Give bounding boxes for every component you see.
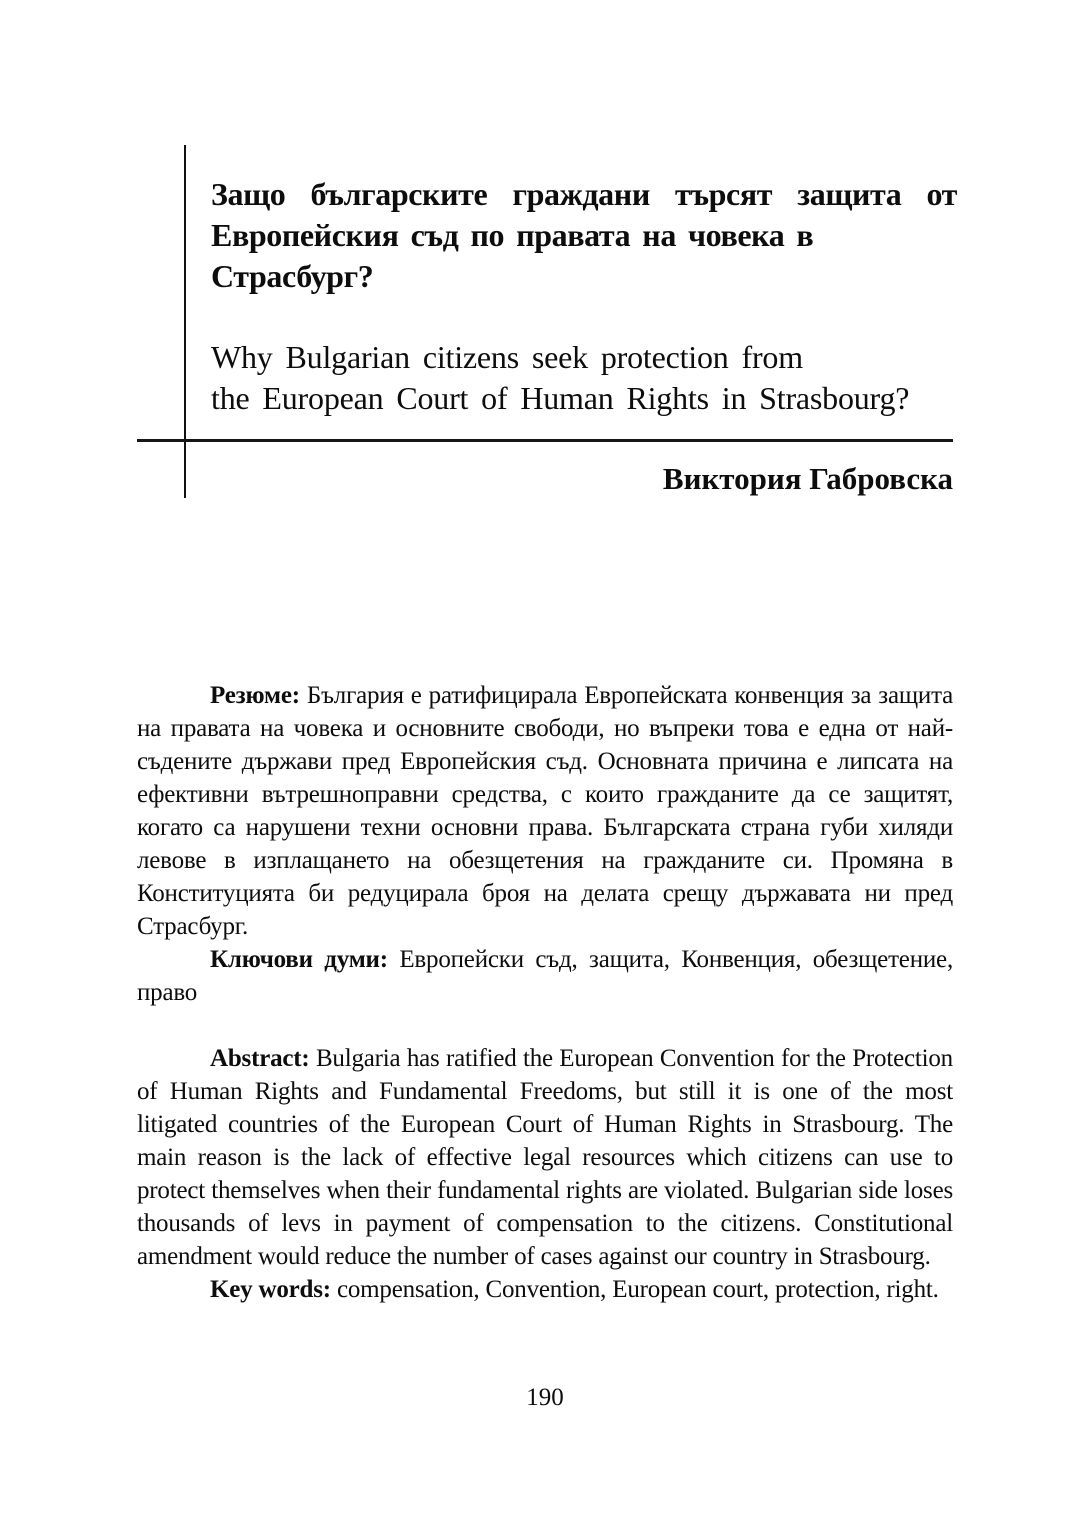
vertical-rule (184, 145, 186, 498)
page-number: 190 (526, 1384, 564, 1411)
title-bg-line-2: Европейския съд по правата на човека в (211, 217, 814, 253)
keywords-english-label: Key words: (210, 1276, 331, 1303)
abstract-english-label: Abstract: (210, 1045, 310, 1072)
title-en-line-2: the European Court of Human Rights in Strasbourg? (211, 380, 910, 416)
abstract-bulgarian (137, 679, 953, 943)
abstract-bulgarian-text: България е ратифицирала Европейската конвенция за защита на правата на човека и основните свободи, но въпреки това е една от най-съдените държави пред Европейския съд. Основната причина е липсата на ефективни вътрешноправни средства, с които гражданите да се защитят, когато са нарушени техни основни права. Българската страна губи хиляди левове в изплащането на обезщетения на гражданите си. Промяна в Конституцията би редуцирала броя на делата срещу държавата ни пред Страсбург. (137, 682, 953, 940)
title-en-line-1: Why Bulgarian citizens seek protection from (211, 339, 803, 375)
abstract-english (137, 1042, 953, 1273)
author-name: Виктория Габровска (662, 461, 953, 496)
keywords-english (137, 1273, 953, 1306)
keywords-bulgarian-label: Ключови думи: (210, 946, 388, 973)
article-title-english (211, 337, 957, 419)
article-front-matter (137, 679, 953, 1306)
keywords-english-text: compensation, Convention, European court, protection, right. (330, 1276, 939, 1303)
title-bg-line-1: Защо българските граждани търсят защита от (211, 176, 957, 212)
title-bg-line-3: Страсбург? (211, 258, 374, 294)
horizontal-rule (137, 439, 953, 442)
abstract-bulgarian-label: Резюме: (210, 682, 300, 709)
article-title-bulgarian (211, 174, 957, 297)
abstract-english-text: Bulgaria has ratified the European Convention for the Protection of Human Rights and Fundamental Freedoms, but still it is one of the most litigated countries of the European Court of Human Rights in Strasbourg. The main reason is the lack of effective legal resources which citizens can use to protect themselves when their fundamental rights are violated. Bulgarian side loses thousands of levs in payment of compensation to the citizens. Constitutional amendment would reduce the number of cases against our country in Strasbourg. (137, 1045, 953, 1270)
keywords-bulgarian (137, 943, 953, 1009)
keywords-bulgarian-text: Европейски съд, защита, Конвенция, обезщетение, право (137, 946, 953, 1006)
